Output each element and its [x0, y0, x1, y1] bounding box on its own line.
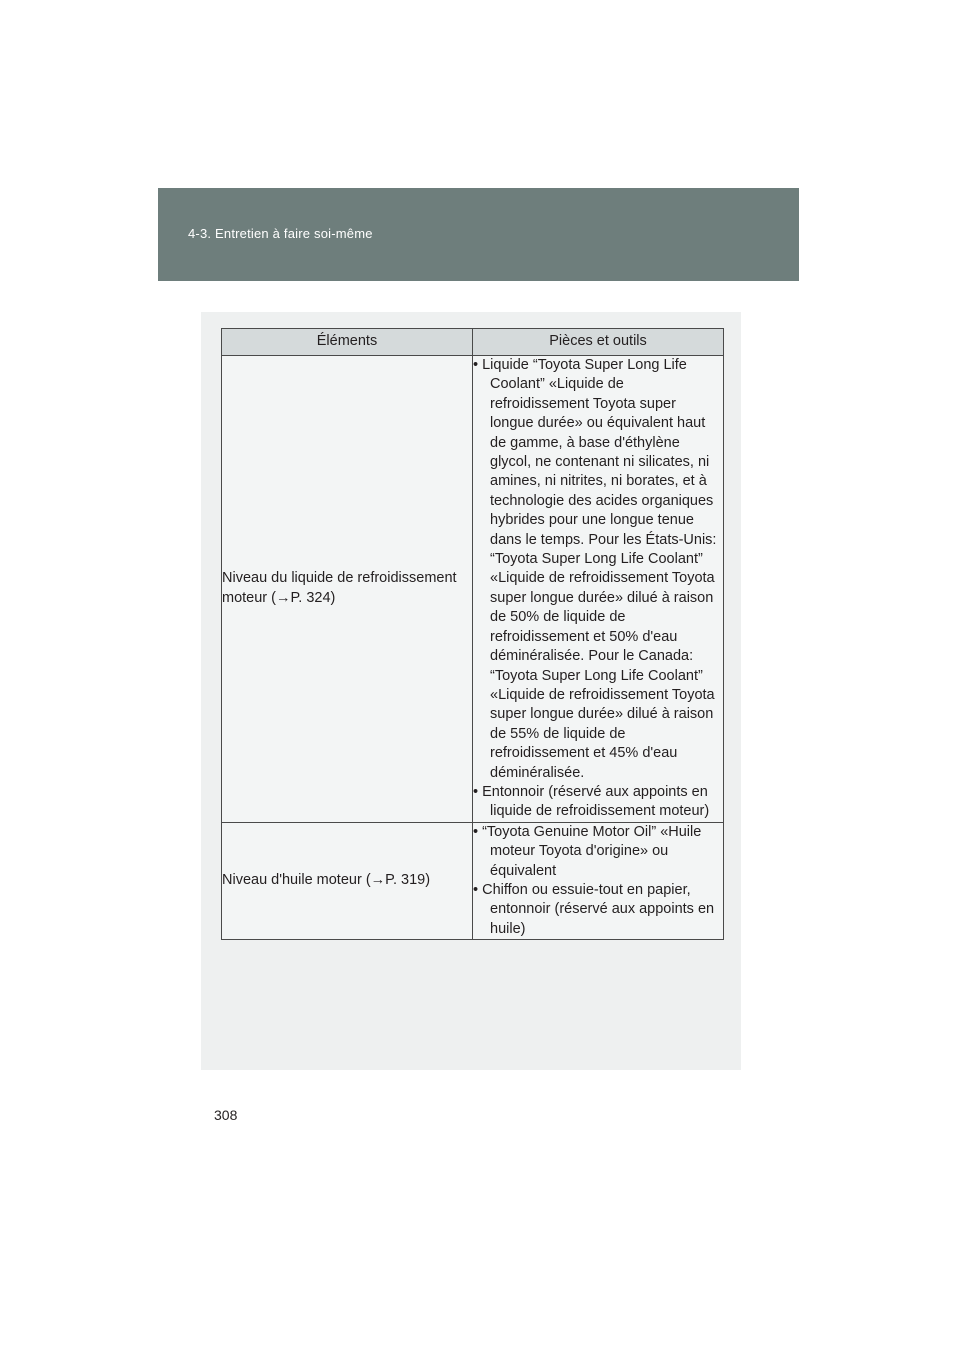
section-header-band	[158, 188, 799, 281]
table-row	[222, 356, 724, 823]
parts-list-item: • Entonnoir (réservé aux appoints en liquide de refroidissement moteur)	[473, 783, 710, 820]
table-row	[222, 822, 724, 939]
section-title: 4-3. Entretien à faire soi-même	[188, 226, 373, 241]
maintenance-items-table	[221, 328, 724, 940]
parts-cell	[473, 356, 724, 823]
table-header-row	[222, 329, 724, 356]
parts-list-item: • Liquide “Toyota Super Long Life Coolant” «Liquide de refroidissement Toyota super longue durée» ou équivalent haut de gamme, à base d'éthylène glycol, ne contenant ni silicates, ni amines, ni nitrites, ni borates, et à technologie des acides organiques hybrides pour une longue tenue dans le temps. Pour les États-Unis: “Toyota Super Long Life Coolant” «Liquide de refroidissement Toyota super longue durée» dilué à raison de 50% de liquide de refroidissement et 50% d'eau déminéralisée. Pour le Canada: “Toyota Super Long Life Coolant” «Liquide de refroidissement Toyota super longue durée» dilué à raison de 55% de liquide de refroidissement et 45% d'eau déminéralisée.	[473, 357, 717, 781]
item-cell: Niveau d'huile moteur (→P. 319)	[222, 822, 473, 939]
item-cell: Niveau du liquide de refroidissement moteur (→P. 324)	[222, 356, 473, 823]
page-number: 308	[214, 1107, 238, 1123]
maintenance-table-panel	[201, 312, 741, 1070]
column-header-parts: Pièces et outils	[473, 329, 724, 356]
parts-list-item: • “Toyota Genuine Motor Oil” «Huile moteur Toyota d'origine» ou équivalent	[473, 823, 702, 879]
parts-cell	[473, 822, 724, 939]
column-header-items: Éléments	[222, 329, 473, 356]
parts-list-item: • Chiffon ou essuie-tout en papier, entonnoir (réservé aux appoints en huile)	[473, 881, 715, 937]
